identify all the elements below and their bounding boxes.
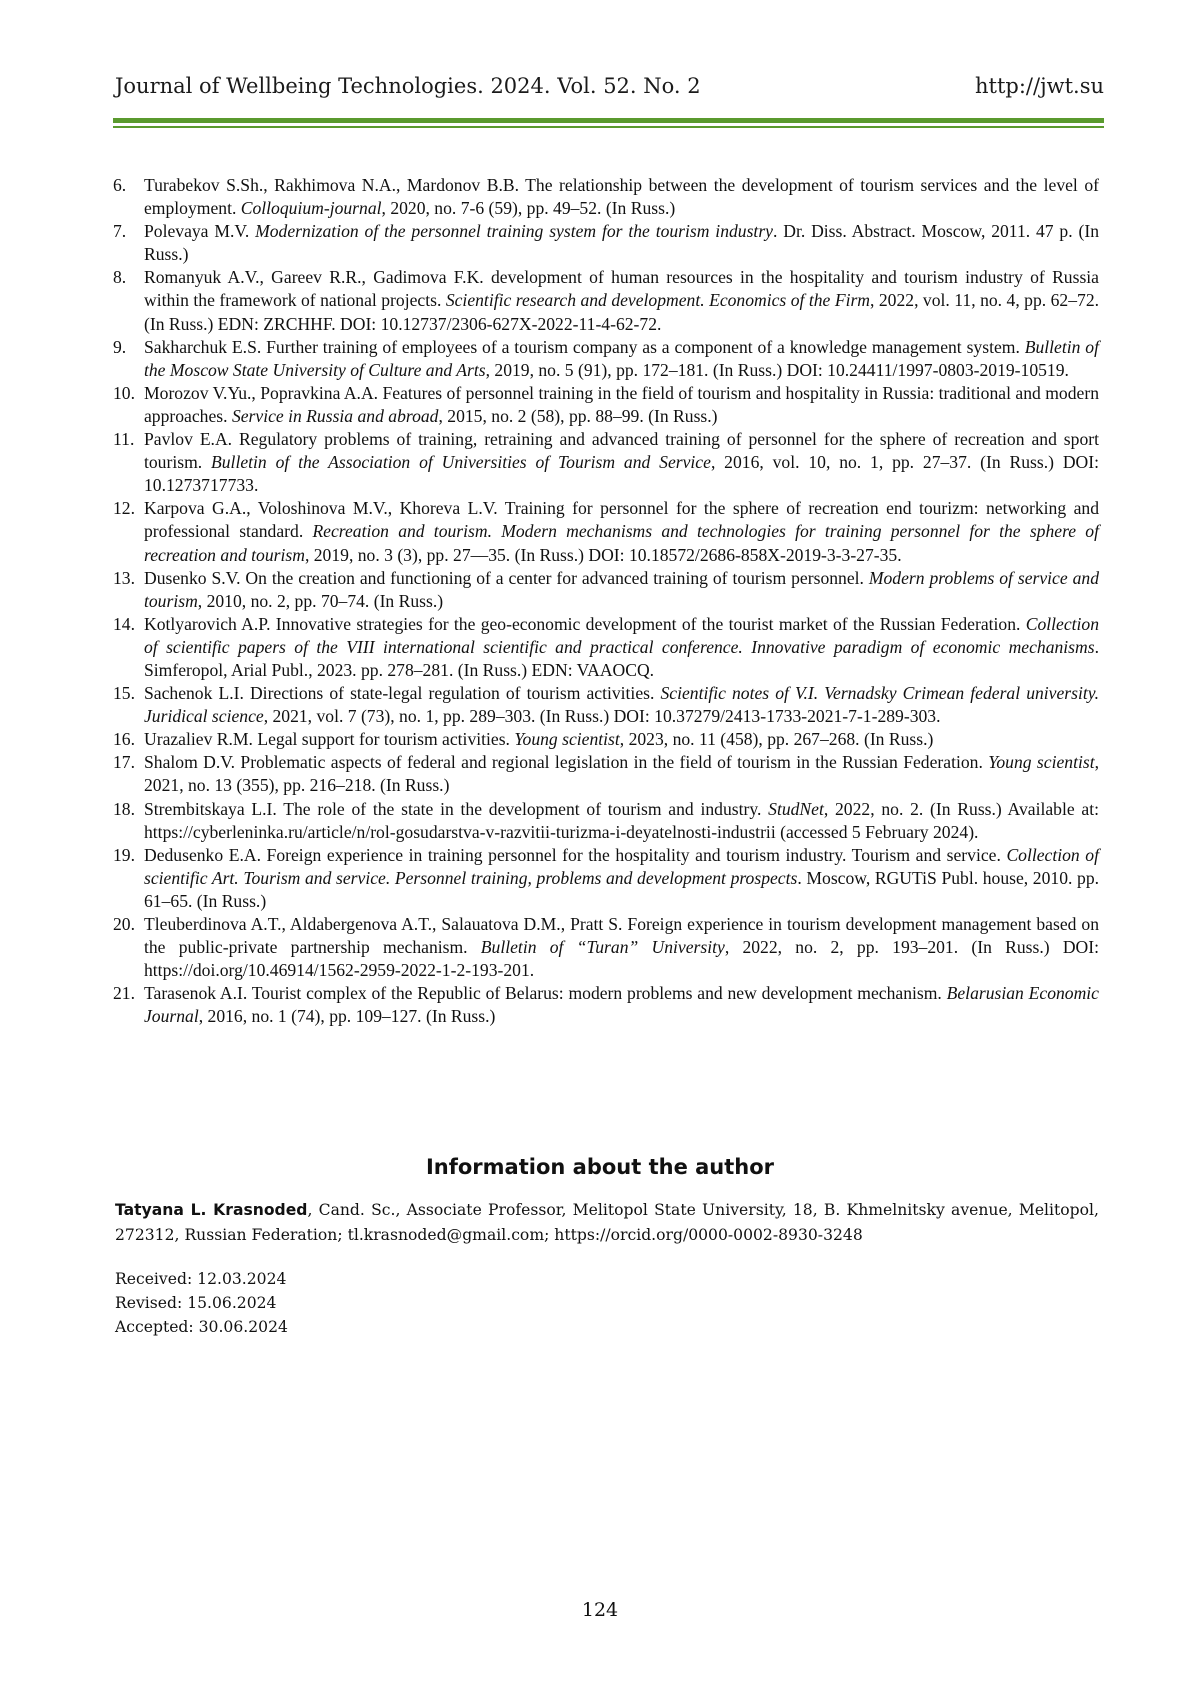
reference-source-title: Bulletin of “Turan” University	[480, 937, 725, 958]
reference-source-title: Belarusian Economic Journal	[144, 983, 1099, 1027]
reference-source-title: StudNet	[768, 798, 824, 819]
reference-item	[113, 497, 1099, 566]
reference-item	[113, 844, 1099, 913]
reference-item	[113, 220, 1099, 266]
reference-source-title: Young scientist	[988, 752, 1095, 773]
reference-text: Kotlyarovich A.P. Innovative strategies for the geo-economic development of the tourist market of the Russian Federation.	[144, 613, 1026, 634]
reference-number: 10.	[113, 382, 135, 403]
running-header	[115, 68, 1104, 108]
article-dates	[115, 1267, 288, 1339]
reference-source-title: Scientific notes of V.I. Vernadsky Crimean federal university. Juridical science	[144, 683, 1100, 727]
reference-text: Sakharchuk E.S. Further training of employees of a tourism company as a component of a knowledge management system.	[144, 336, 1025, 357]
reference-text: Karpova G.A., Voloshinova M.V., Khoreva L.V. Training for personnel for the sphere of recreation end tourizm: networking and professional standard.	[144, 498, 1099, 542]
reference-text: Tleuberdinova A.T., Aldabergenova A.T., Salauatova D.M., Pratt S. Foreign experience in tourism development management based on the public-private partnership mechanism.	[144, 914, 1099, 958]
reference-text: . Moscow, RGUTiS Publ. house, 2010. pp. 61–65. (In Russ.)	[144, 867, 1100, 911]
reference-item	[113, 913, 1099, 982]
reference-item	[113, 567, 1099, 613]
reference-text: , 2015, no. 2 (58), pp. 88–99. (In Russ.)	[438, 405, 718, 426]
reference-text: Polevaya M.V.	[144, 221, 256, 242]
reference-item	[113, 382, 1099, 428]
reference-source-title: Collection of scientific papers of the VIII international scientific and practical conference. Innovative paradigm of economic mechanisms	[144, 613, 1099, 657]
reference-source-title: Recreation and tourism. Modern mechanisms and technologies for training personnel for the sphere of recreation and tourism	[144, 521, 1099, 565]
reference-number: 9.	[113, 336, 127, 357]
reference-text: , 2023, no. 11 (458), pp. 267–268. (In Russ.)	[619, 729, 934, 750]
reference-text: , 2022, no. 2, pp. 193–201. (In Russ.) DOI: https://doi.org/10.46914/1562-2959-2022-1-2-193-201.	[144, 937, 1099, 981]
header-rule-thin	[113, 126, 1104, 128]
reference-text: , 2016, vol. 10, no. 1, pp. 27–37. (In Russ.) DOI: 10.1273717733.	[144, 452, 1100, 496]
reference-number: 11.	[113, 429, 135, 450]
reference-item	[113, 266, 1099, 335]
reference-item	[113, 336, 1099, 382]
reference-text: Romanyuk A.V., Gareev R.R., Gadimova F.K. development of human resources in the hospitality and tourism industry of Russia within the framework of national projects.	[144, 267, 1099, 311]
reference-number: 7.	[113, 221, 127, 242]
reference-text: , 2016, no. 1 (74), pp. 109–127. (In Russ.)	[198, 1006, 496, 1027]
reference-number: 20.	[113, 914, 135, 934]
header-rule-thick	[113, 118, 1104, 123]
reference-text: , 2022, no. 2. (In Russ.) Available at: https://cyberleninka.ru/article/n/rol-gosudarstva-v-razvitii-turizma-i-deyatelnosti-industrii (accessed 5 February 2024).	[144, 798, 1099, 842]
reference-text: Sachenok L.I. Directions of state-legal regulation of tourism activities.	[144, 683, 661, 704]
reference-item	[113, 174, 1099, 220]
reference-text: Morozov V.Yu., Popravkina A.A. Features of personnel training in the field of tourism and hospitality in Russia: traditional and modern approaches.	[144, 382, 1099, 426]
author-details: , Cand. Sc., Associate Professor, Melitopol State University, 18, B. Khmelnitsky avenue, Melitopol, 272312, Russian Federation; tl.krasnoded@gmail.com; https://orcid.org/0000-0002-8930-3248	[115, 1201, 1099, 1244]
author-name: Tatyana L. Krasnoded	[115, 1201, 308, 1219]
reference-item	[113, 751, 1099, 797]
reference-text: Urazaliev R.M. Legal support for tourism activities.	[144, 729, 515, 750]
reference-number: 19.	[113, 844, 135, 865]
reference-source-title: Colloquium-journal	[240, 198, 382, 219]
author-section-title: Information about the author	[425, 1155, 775, 1179]
reference-text: , 2010, no. 2, pp. 70–74. (In Russ.)	[197, 590, 444, 611]
reference-number: 14.	[113, 613, 135, 634]
reference-source-title: Modernization of the personnel training system for the tourism industry	[255, 221, 773, 242]
reference-source-title: Bulletin of the Association of Universities of Tourism and Service	[211, 452, 711, 473]
reference-text: , 2019, no. 3 (3), pp. 27–‒35. (In Russ.) DOI: 10.18572/2686-858X-2019-3-3-27-35.	[304, 544, 902, 565]
reference-list	[113, 174, 1099, 1028]
reference-text: Dedusenko E.A. Foreign experience in training personnel for the hospitality and tourism industry. Tourism and service.	[144, 844, 1007, 865]
reference-source-title: Young scientist	[514, 729, 620, 750]
reference-text: , 2021, vol. 7 (73), no. 1, pp. 289–303. (In Russ.) DOI: 10.37279/2413-1733-2021-7-1-289-303.	[263, 706, 941, 727]
reference-text: Shalom D.V. Problematic aspects of federal and regional legislation in the field of tourism in the Russian Federation.	[144, 752, 989, 773]
reference-text: , 2021, no. 13 (355), pp. 216–218. (In Russ.)	[144, 752, 1100, 796]
reference-item	[113, 798, 1099, 844]
reference-source-title: Service in Russia and abroad	[231, 405, 439, 426]
reference-text: , 2022, vol. 11, no. 4, pp. 62–72. (In Russ.) EDN: ZRCHHF. DOI: 10.12737/2306-627X-2022-11-4-62-72.	[144, 290, 1100, 334]
reference-text: , 2020, no. 7-6 (59), pp. 49–52. (In Russ.)	[381, 198, 676, 219]
reference-text: , 2019, no. 5 (91), pp. 172–181. (In Russ.) DOI: 10.24411/1997-0803-2019-10519.	[485, 359, 1069, 380]
reference-text: Pavlov E.A. Regulatory problems of training, retraining and advanced training of personnel for the sphere of recreation and sport tourism.	[144, 429, 1099, 473]
reference-text: Turabekov S.Sh., Rakhimova N.A., Mardonov B.B. The relationship between the development of tourism services and the level of employment.	[144, 175, 1099, 219]
journal-title: Journal of Wellbeing Technologies. 2024. Vol. 52. No. 2	[115, 74, 701, 98]
reference-number: 15.	[113, 683, 135, 704]
accepted-date: Accepted: 30.06.2024	[115, 1318, 288, 1336]
revised-date: Revised: 15.06.2024	[115, 1294, 277, 1312]
reference-item	[113, 728, 1099, 751]
reference-source-title: Collection of scientific Art. Tourism and service. Personnel training, problems and development prospects	[144, 844, 1099, 888]
reference-source-title: Bulletin of the Moscow State University of Culture and Arts	[144, 336, 1099, 380]
reference-item	[113, 613, 1099, 682]
reference-text: Tarasenok A.I. Tourist complex of the Republic of Belarus: modern problems and new development mechanism.	[144, 983, 947, 1004]
reference-number: 6.	[113, 175, 127, 195]
reference-source-title: Scientific research and development. Economics of the Firm	[445, 290, 871, 311]
reference-item	[113, 682, 1099, 728]
reference-number: 16.	[113, 729, 135, 750]
reference-text: Dusenko S.V. On the creation and functioning of a center for advanced training of tourism personnel.	[144, 567, 869, 588]
reference-text: . Simferopol, Arial Publ., 2023. pp. 278–281. (In Russ.) EDN: VAAOCQ.	[144, 636, 1099, 680]
reference-number: 13.	[113, 567, 135, 588]
reference-item	[113, 982, 1099, 1028]
reference-number: 21.	[113, 983, 135, 1004]
reference-number: 18.	[113, 798, 135, 819]
journal-url[interactable]: http://jwt.su	[975, 74, 1104, 98]
received-date: Received: 12.03.2024	[115, 1270, 287, 1288]
reference-text: Strembitskaya L.I. The role of the state in the development of tourism and industry.	[144, 798, 769, 819]
reference-number: 17.	[113, 752, 135, 773]
reference-text: . Dr. Diss. Abstract. Moscow, 2011. 47 p. (In Russ.)	[144, 221, 1099, 265]
reference-source-title: Modern problems of service and tourism	[144, 567, 1099, 611]
reference-number: 8.	[113, 267, 127, 288]
reference-number: 12.	[113, 498, 135, 519]
reference-item	[113, 428, 1099, 497]
page-number: 124	[581, 1599, 619, 1621]
author-info	[115, 1198, 1099, 1248]
